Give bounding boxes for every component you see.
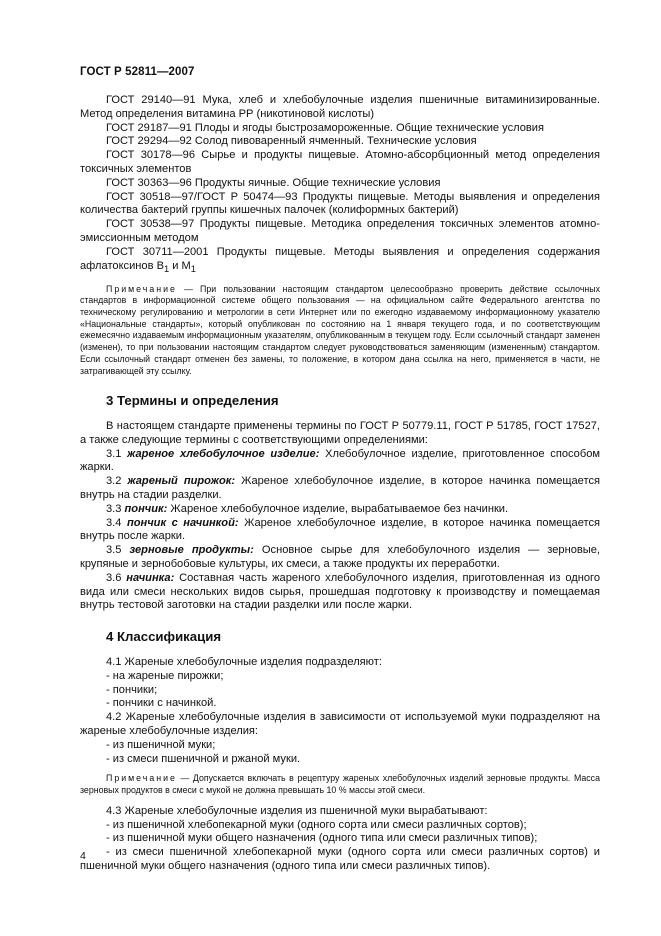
clause-4-3: 4.3 Жареные хлебобулочные изделия из пшеничной муки вырабатывают:	[106, 804, 488, 817]
term-definition: Основное сырье для хлебобулочного изделия — зерновые, крупяные и зернобобовые культуры, их смеси, а также продукты их переработки.	[80, 544, 600, 570]
term-definition: Жареное хлебобулочное изделие, вырабатываемое без начинки.	[167, 502, 509, 515]
note-text: — Допускается включать в рецептуру жареных хлебобулочных изделий зерновые продукты. Масса зерновых продуктов в смеси с мукой не должна превышать 10 % массы этой смеси.	[80, 773, 600, 796]
note-label: Примечание	[106, 773, 177, 784]
term-item: 3.5 зерновые продукты: Основное сырье для хлебобулочного изделия — зерновые, крупяные и зернобобовые культуры, их смеси, а также продукты их переработки.	[80, 544, 600, 570]
list-item: - из смеси пшеничной и ржаной муки.	[106, 752, 301, 765]
clause-4-1: 4.1 Жареные хлебобулочные изделия подразделяют:	[106, 655, 382, 668]
reference-item: ГОСТ 29140—91 Мука, хлеб и хлебобулочные изделия пшеничные витаминизированные. Метод определения витамина РР (никотиновой кислоты)	[80, 94, 600, 120]
term-name: жареный пирожок:	[127, 475, 236, 488]
classification-section	[80, 656, 600, 874]
terms-section	[80, 420, 600, 613]
list-item: - из пшеничной муки общего назначения (одного типа или смеси различных типов);	[106, 832, 538, 845]
list-item: - из смеси пшеничной хлебопекарной муки (одного сорта или смеси различных сортов) и пшеничной муки общего назначения (одного типа или смеси различных типов).	[80, 846, 600, 872]
reference-item-aflatoxin: ГОСТ 30711—2001 Продукты пищевые. Методы выявления и определения содержания афлатоксинов $В_1$ и $М_1$	[80, 245, 600, 274]
note-label: Примечание	[106, 283, 177, 294]
page-number: 4	[80, 850, 86, 862]
section-3-title: 3 Термины и определения	[106, 393, 279, 409]
term-item: 3.6 начинка: Составная часть жареного хлебобулочного изделия, приготовленная из одного вида или смеси нескольких видов сырья, прошедшая подготовку к производству и помещаемая внутрь тестовой заготовки на стадии разделки или после жарки.	[80, 571, 600, 612]
reference-item: ГОСТ 30518—97/ГОСТ Р 50474—93 Продукты пищевые. Методы выявления и определения количества бактерий группы кишечных палочек (колиформных бактерий)	[80, 190, 600, 217]
term-item: 3.3 пончик: Жареное хлебобулочное изделие, вырабатываемое без начинки.	[106, 502, 509, 515]
section-4-title: 4 Классификация	[106, 629, 222, 645]
term-name: зерновые продукты:	[129, 544, 254, 557]
terms-intro: В настоящем стандарте применены термины по ГОСТ Р 50779.11, ГОСТ Р 51785, ГОСТ 17527, а также следующие термины с соответствующими определениями:	[80, 420, 600, 446]
list-item: - из пшеничной муки;	[106, 738, 216, 751]
standard-header: ГОСТ Р 52811—2007	[80, 66, 195, 78]
term-item: 3.1 жареное хлебобулочное изделие: Хлебобулочное изделие, приготовленное способом жарки.	[80, 447, 600, 474]
reference-item: ГОСТ 30178—96 Сырье и продукты пищевые. Атомно-абсорбционный метод определения токсичных элементов	[80, 149, 600, 175]
list-item: - на жареные пирожки;	[106, 669, 224, 682]
term-item: 3.2 жареный пирожок: Жареное хлебобулочное изделие, в которое начинка помещается внутрь на стадии разделки.	[80, 475, 600, 501]
note-references	[80, 284, 600, 378]
reference-item: ГОСТ 30363—96 Продукты яичные. Общие технические условия	[106, 176, 441, 189]
term-name: жареное хлебобулочное изделие:	[127, 447, 320, 460]
term-definition: Жареное хлебобулочное изделие, в которое начинка помещается внутрь на стадии разделки.	[80, 475, 600, 501]
term-name: пончик с начинкой:	[126, 516, 239, 529]
normative-references	[80, 94, 600, 277]
term-name: начинка:	[126, 571, 175, 584]
term-definition: Составная часть жареного хлебобулочного изделия, приготовленная из одного вида или смеси нескольких видов сырья, прошедшая подготовку к производству и помещаемая внутрь тестовой заготовки на стадии разделки или после жарки.	[80, 571, 600, 612]
note-text: — При пользовании настоящим стандартом целесообразно проверить действие ссылочных стандартов в информационной системе общего пользования — на официальном сайте Федерального агентства по техническому регулированию и метрологии в сети Интернет или по ежегодно издаваемому информационному указателю «Национальные стандарты», который опубликован по состоянию на 1 января текущего года, и по соответствующим ежемесячно издаваемым информационным указателям, опубликованным в текущем году. Если ссылочный стандарт заменен (изменен), то при пользовании настоящим стандартом следует руководствоваться заменяющим (измененным) стандартом. Если ссылочный стандарт отменен без замены, то положение, в котором дана ссылка на него, применяется в части, не затрагивающей эту ссылку.	[80, 283, 600, 376]
list-item: - пончики;	[106, 683, 158, 696]
note-grain-products	[80, 773, 600, 796]
term-definition: Жареное хлебобулочное изделие, в которое начинка помещается внутрь после жарки.	[80, 516, 601, 543]
term-item: 3.4 пончик с начинкой: Жареное хлебобулочное изделие, в которое начинка помещается внутрь после жарки.	[80, 516, 601, 543]
term-name: пончик:	[124, 502, 168, 515]
list-item: - пончики с начинкой.	[106, 697, 217, 710]
list-item: - из пшеничной хлебопекарной муки (одного сорта или смеси различных сортов);	[106, 818, 527, 831]
reference-item: ГОСТ 29187—91 Плоды и ягоды быстрозамороженные. Общие технические условия	[106, 121, 544, 134]
term-definition: Хлебобулочное изделие, приготовленное способом жарки.	[80, 447, 600, 474]
reference-item: ГОСТ 30538—97 Продукты пищевые. Методика определения токсичных элементов атомно-эмиссионным методом	[80, 218, 600, 244]
reference-item: ГОСТ 29294—92 Солод пивоваренный ячменный. Технические условия	[106, 135, 477, 148]
page-content	[80, 94, 600, 874]
clause-4-2: 4.2 Жареные хлебобулочные изделия в зависимости от используемой муки подразделяют на жареные хлебобулочные изделия:	[80, 711, 600, 737]
